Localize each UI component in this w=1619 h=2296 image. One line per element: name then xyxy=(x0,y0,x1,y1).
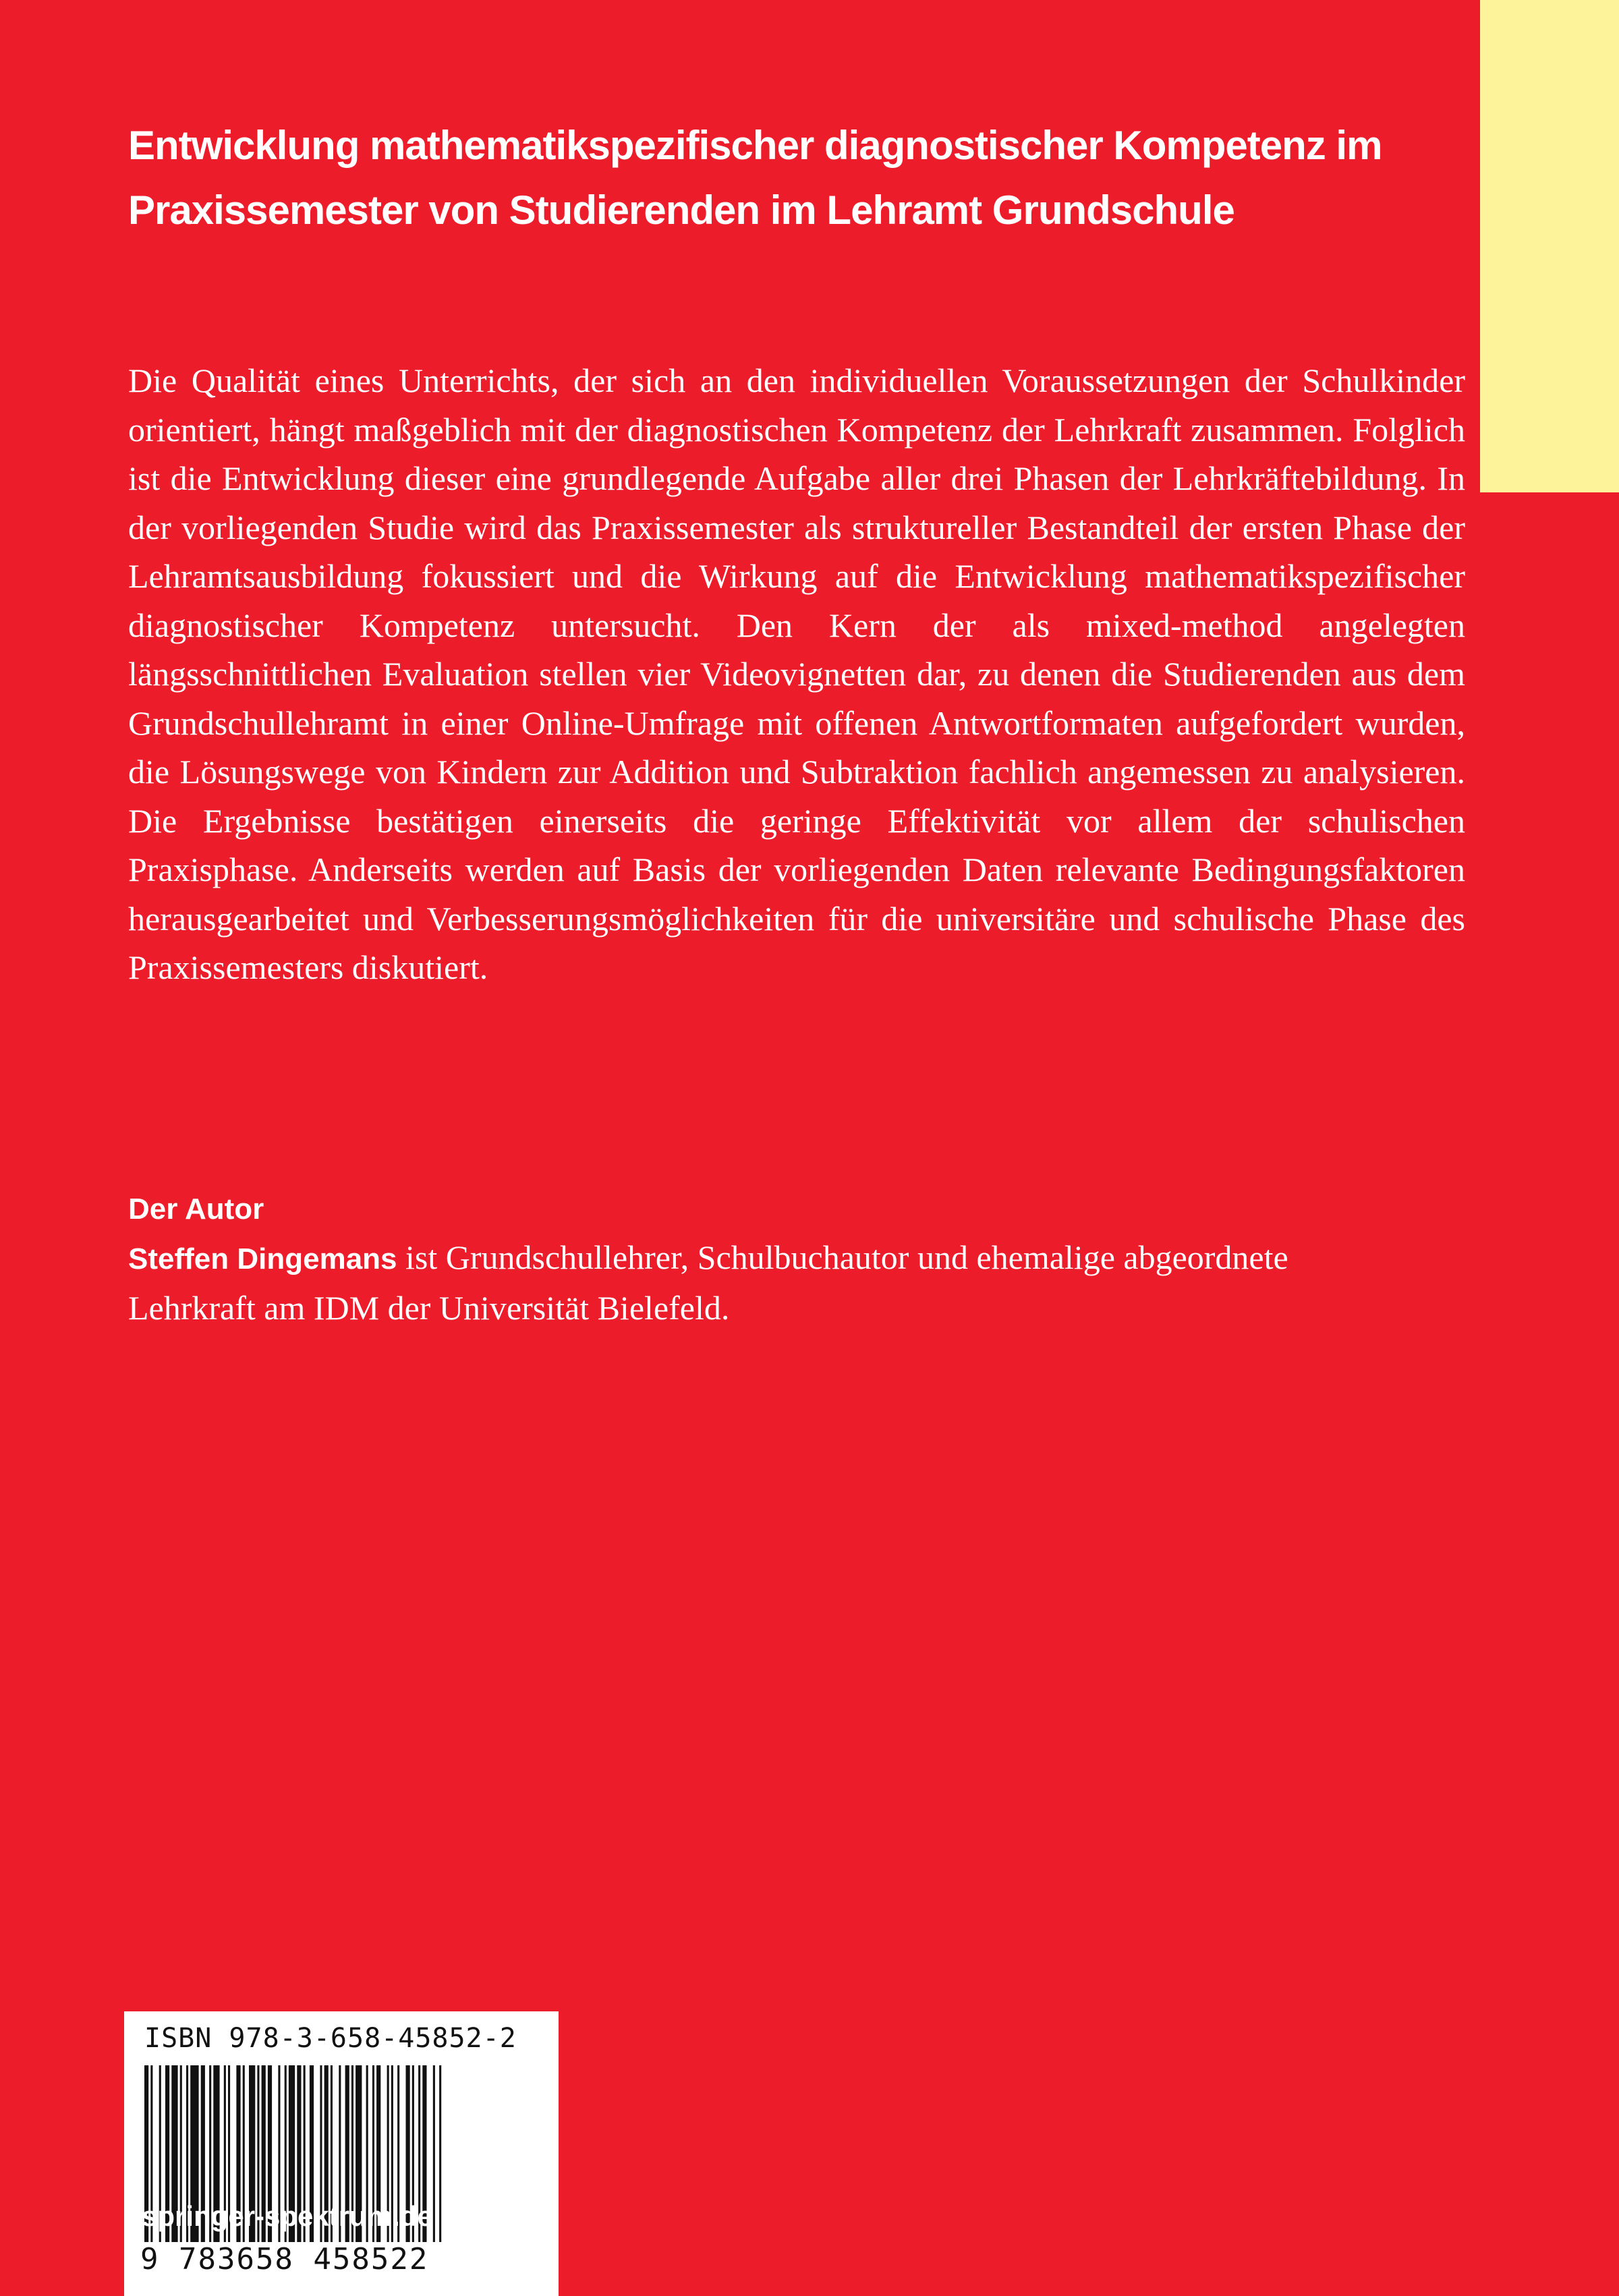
author-bio xyxy=(128,1233,1302,1332)
isbn-label: ISBN 978-3-658-45852-2 xyxy=(144,2023,517,2054)
website-link[interactable] xyxy=(124,2198,433,2235)
book-title: Entwicklung mathematikspezifischer diagnostischer Kompetenz im Praxissemester von Studierenden im Lehramt Grundschule xyxy=(128,123,1382,233)
abstract-text: Die Qualität eines Unterrichts, der sich an den individuellen Voraussetzungen der Schulkinder orientiert, hängt maßgeblich mit der diagnostischen Kompetenz der Lehrkraft zusammen. Folglich ist die Entwicklung dieser eine grundlegende Aufgabe aller drei Phasen der Lehrkräftebildung. In der vorliegenden Studie wird das Praxissemester als struktureller Bestandteil der ersten Phase der Lehramtsausbildung fokussiert und die Wirkung auf die Entwicklung mathematikspezifischer diagnostischer Kompetenz untersucht. Den Kern der als mixed-method angelegten längsschnittlichen Evaluation stellen vier Videovignetten dar, zu denen die Studierenden aus dem Grundschullehramt in einer Online-Umfrage mit offenen Antwortformaten aufgefordert wurden, die Lösungswege von Kindern zur Addition und Subtraktion fachlich angemessen zu analysieren. Die Ergebnisse bestätigen einerseits die geringe Effektivität vor allem der schulischen Praxisphase. Anderseits werden auf Basis der vorliegenden Daten relevante Bedingungsfaktoren herausgearbeitet und Verbesserungsmöglichkeiten für die universitäre und schulische Phase des Praxissemesters diskutiert. xyxy=(128,362,1465,986)
author-heading: Der Autor xyxy=(128,1193,264,1226)
arrow-right-icon xyxy=(124,2208,136,2225)
author-bio-text: ist Grundschullehrer, Schulbuchautor und ehemalige abgeordnete Lehrkraft am IDM der Universität Bielefeld. xyxy=(128,1238,1288,1327)
website-text: springer-spektrum.de xyxy=(142,2200,433,2232)
barcode-box xyxy=(124,2011,559,2296)
author-name: Steffen Dingemans xyxy=(128,1242,397,1275)
barcode-bar xyxy=(433,2065,435,2242)
accent-strip xyxy=(1480,0,1619,492)
barcode-bar xyxy=(439,2065,441,2242)
barcode-digits: 9 783658 458522 xyxy=(140,2242,429,2276)
